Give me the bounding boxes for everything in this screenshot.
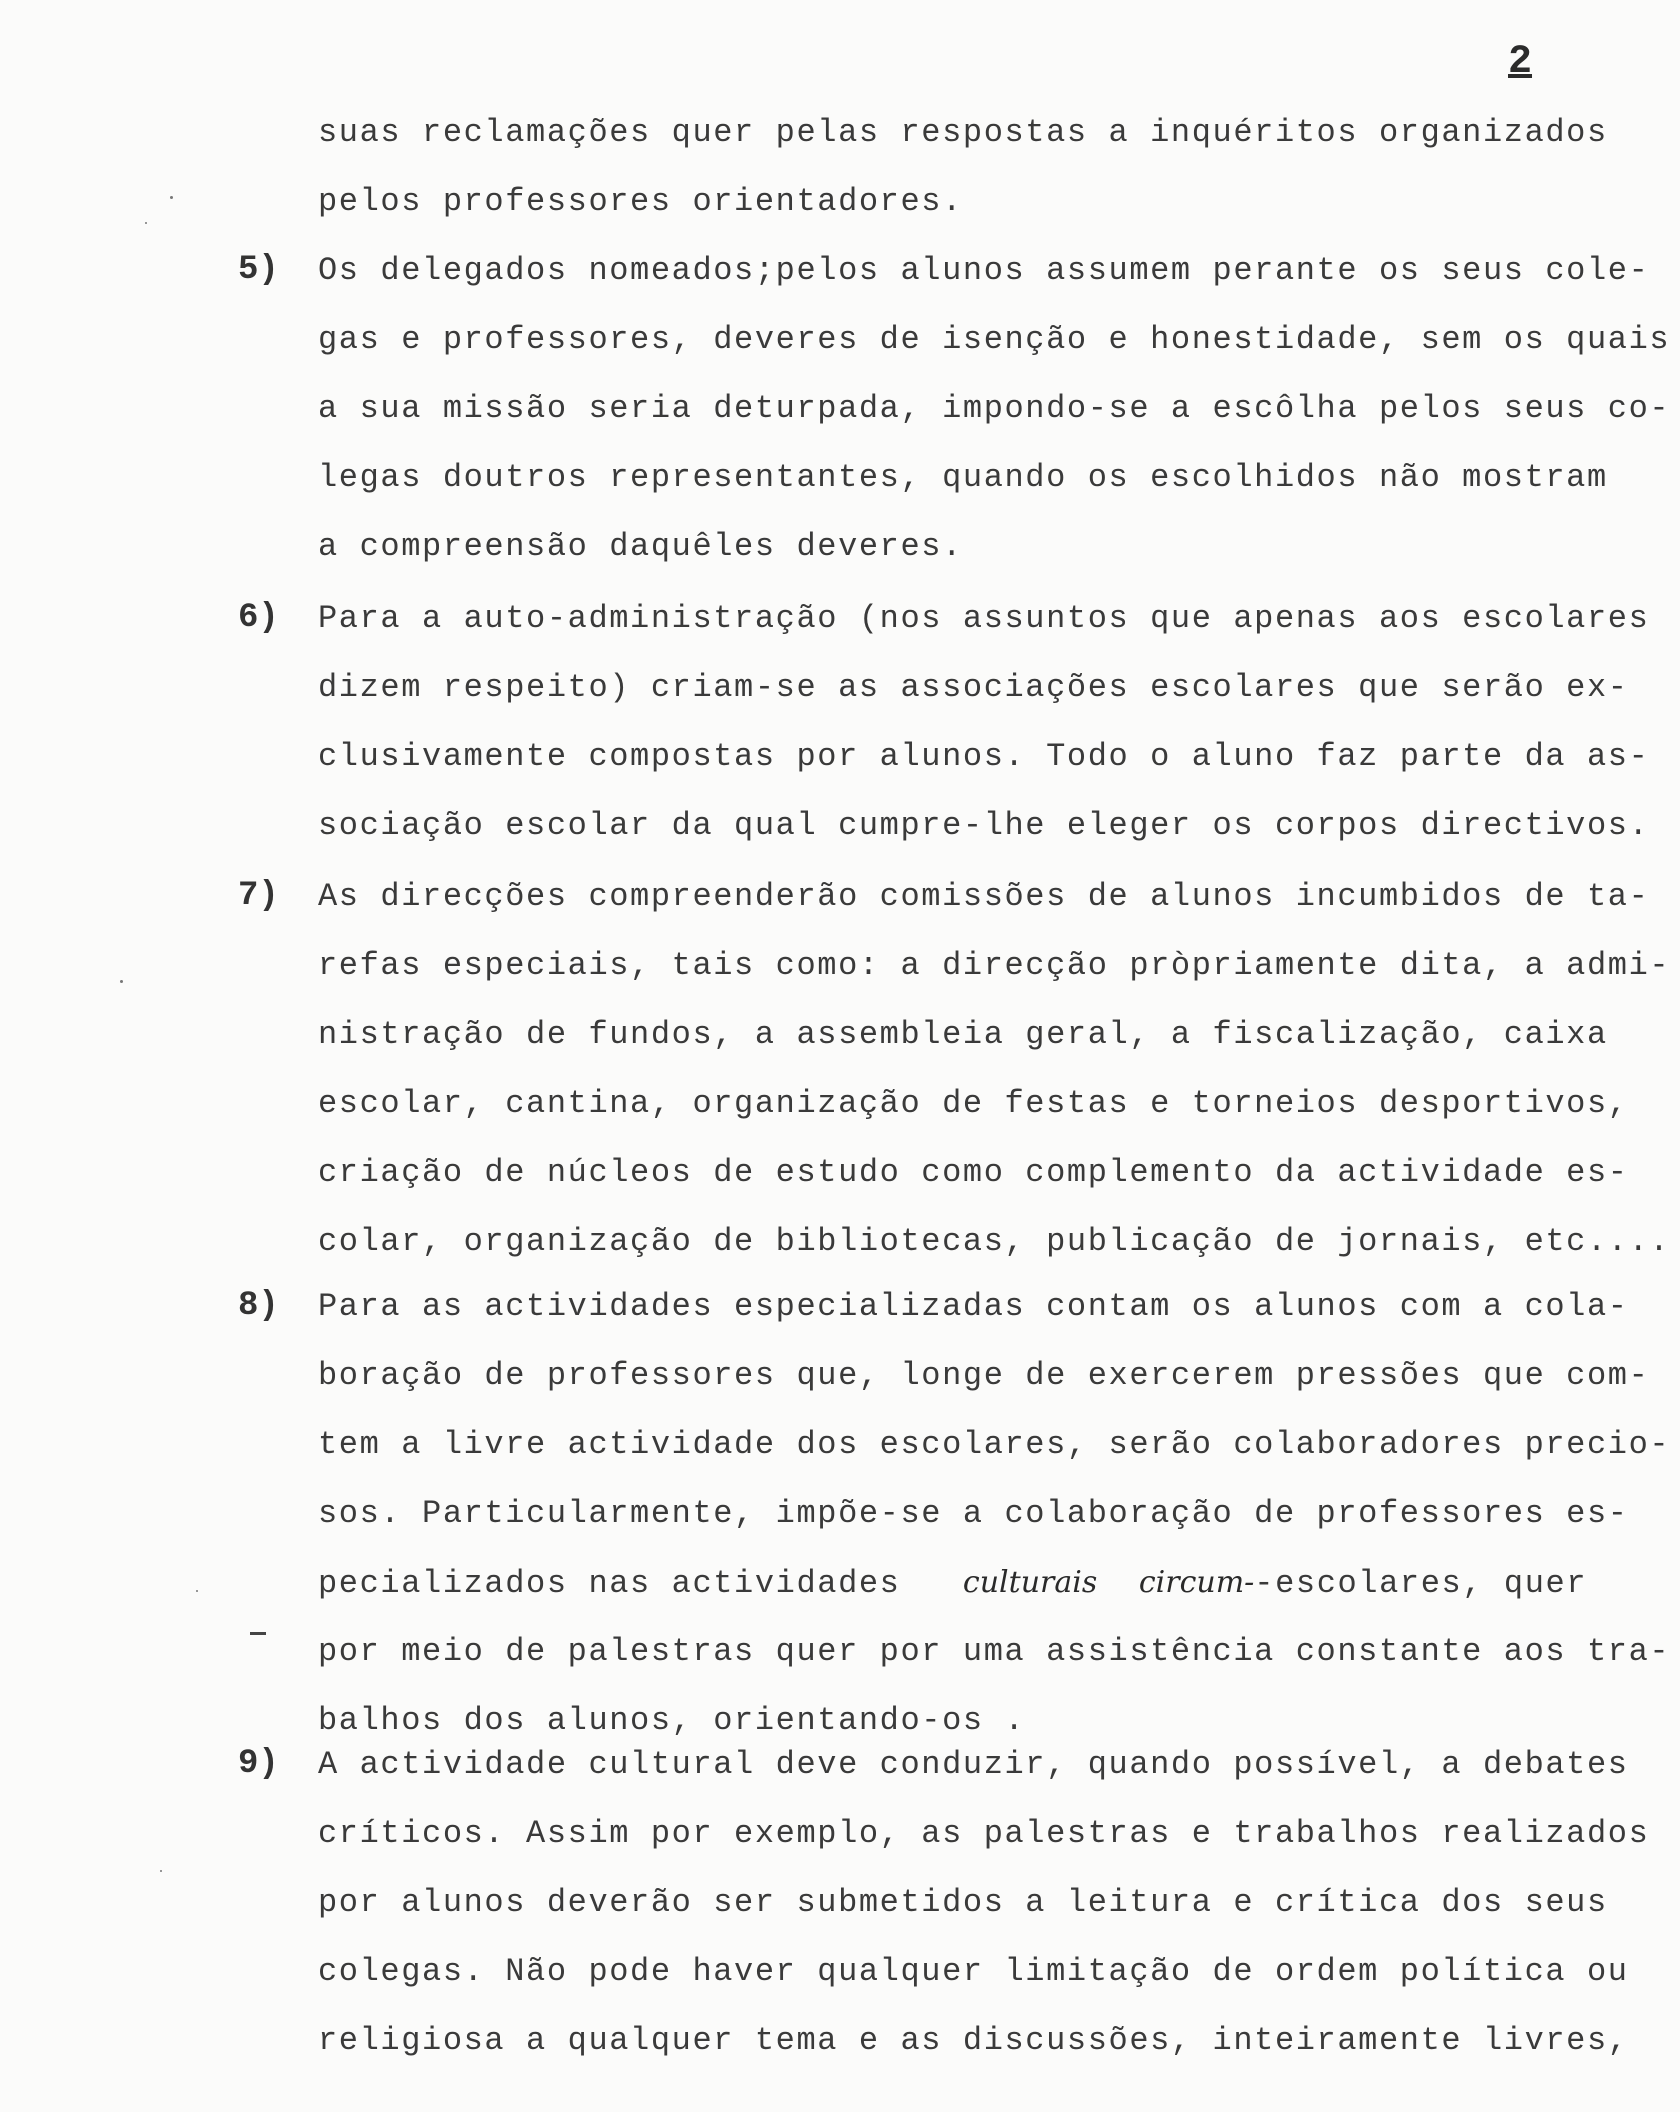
page-number: 2 — [1508, 40, 1533, 85]
text-line: gas e professores, deveres de isenção e honestidade, sem os quais — [318, 321, 1671, 358]
scan-speck — [160, 1870, 162, 1872]
text-line: a compreensão daquêles deveres. — [318, 528, 963, 565]
typed-text: pecializados nas actividades — [318, 1565, 901, 1602]
item-number: 7) — [238, 877, 279, 915]
text-line: pelos professores orientadores. — [318, 183, 963, 220]
text-line: boração de professores que, longe de exercerem pressões que com- — [318, 1357, 1650, 1394]
text-line: A actividade cultural deve conduzir, quando possível, a debates — [318, 1746, 1629, 1783]
handwritten-insertion: circum- — [1138, 1565, 1255, 1600]
scan-speck — [196, 1590, 198, 1592]
text-line: críticos. Assim por exemplo, as palestras e trabalhos realizados — [318, 1815, 1650, 1852]
text-line: por meio de palestras quer por uma assistência constante aos tra- — [318, 1633, 1671, 1670]
text-line: sociação escolar da qual cumpre-lhe eleger os corpos directivos. — [318, 807, 1650, 844]
text-line: tem a livre actividade dos escolares, serão colaboradores precio- — [318, 1426, 1671, 1463]
text-line: suas reclamações quer pelas respostas a inquéritos organizados — [318, 114, 1608, 151]
text-line: As direcções compreenderão comissões de alunos incumbidos de ta- — [318, 878, 1650, 915]
item-number: 8) — [238, 1287, 279, 1325]
text-line: nistração de fundos, a assembleia geral, a fiscalização, caixa — [318, 1016, 1608, 1053]
item-number: 5) — [238, 251, 279, 289]
item-number: 9) — [238, 1745, 279, 1783]
text-line-with-handwriting — [318, 1548, 1648, 1617]
text-line: Para a auto-administração (nos assuntos que apenas aos escolares — [318, 600, 1650, 637]
text-line: Para as actividades especializadas contam os alunos com a cola- — [318, 1288, 1629, 1325]
text-line: colar, organização de bibliotecas, publicação de jornais, etc.... — [318, 1223, 1671, 1260]
scan-speck — [120, 980, 123, 983]
text-line: refas especiais, tais como: a direcção pròpriamente dita, a admi- — [318, 947, 1671, 984]
scan-speck — [170, 196, 173, 199]
text-line: dizem respeito) criam-se as associações escolares que serão ex- — [318, 669, 1629, 706]
text-line: religiosa a qualquer tema e as discussões, inteiramente livres, — [318, 2022, 1629, 2059]
typed-text: -escolares, quer — [1254, 1565, 1588, 1602]
item-number: 6) — [238, 599, 279, 637]
handwritten-insertion: culturais — [962, 1565, 1098, 1600]
text-line: a sua missão seria deturpada, impondo-se a escôlha pelos seus co- — [318, 390, 1671, 427]
text-line: por alunos deverão ser submetidos a leitura e crítica dos seus — [318, 1884, 1608, 1921]
text-line: Os delegados nomeados;pelos alunos assumem perante os seus cole- — [318, 252, 1650, 289]
text-line: colegas. Não pode haver qualquer limitação de ordem política ou — [318, 1953, 1629, 1990]
text-line: criação de núcleos de estudo como complemento da actividade es- — [318, 1154, 1629, 1191]
text-line: escolar, cantina, organização de festas e torneios desportivos, — [318, 1085, 1629, 1122]
margin-mark — [250, 1632, 266, 1635]
text-line: balhos dos alunos, orientando-os . — [318, 1702, 1026, 1739]
scan-speck — [145, 222, 147, 224]
text-line: legas doutros representantes, quando os escolhidos não mostram — [318, 459, 1608, 496]
text-line: sos. Particularmente, impõe-se a colaboração de professores es- — [318, 1495, 1629, 1532]
text-line: clusivamente compostas por alunos. Todo o aluno faz parte da as- — [318, 738, 1650, 775]
